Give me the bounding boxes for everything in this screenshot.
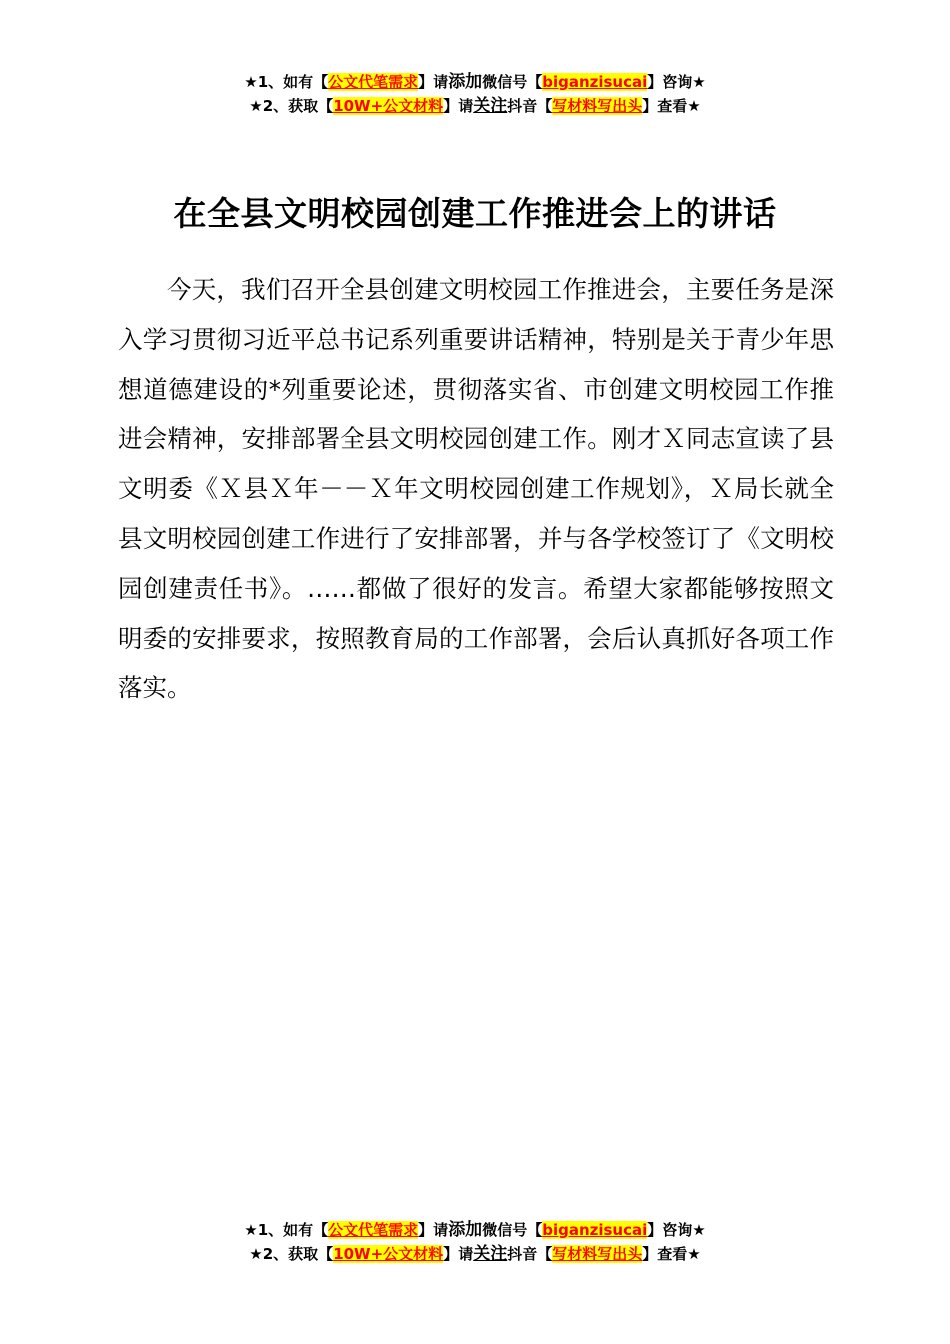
- ad-text: ★1、如有【: [244, 1221, 329, 1239]
- ad-text: ★2、获取【: [249, 97, 334, 115]
- footer-ad-line-2: [0, 1242, 950, 1266]
- header-ad-line-1: [0, 70, 950, 94]
- header-ad-banner: [0, 70, 950, 118]
- ad-text: 】请: [443, 1245, 474, 1263]
- ad-highlight-materials: 10W+公文材料: [333, 97, 444, 115]
- ad-emphasis: 添加: [448, 72, 483, 92]
- document-paragraph: 今天，我们召开全县创建文明校园工作推进会，主要任务是深入学习贯彻习近平总书记系列重要讲话精神，特别是关于青少年思想道德建设的*列重要论述，贯彻落实省、市创建文明校园工作推进会精神，安排部署全县文明校园创建工作。刚才Ｘ同志宣读了县文明委《Ｘ县Ｘ年－－Ｘ年文明校园创建工作规划》，Ｘ局长就全县文明校园创建工作进行了安排部署，并与各学校签订了《文明校园创建责任书》。……都做了很好的发言。希望大家都能够按照文明委的安排要求，按照教育局的工作部署，会后认真抓好各项工作落实。: [118, 275, 834, 703]
- ad-text: 】请: [418, 1221, 449, 1239]
- ad-text: 抖音【: [507, 97, 553, 115]
- ad-emphasis: 关注: [473, 96, 508, 116]
- ad-highlight-douyin-id: 写材料写出头: [552, 97, 643, 115]
- ad-text: 微信号【: [482, 1221, 543, 1239]
- ad-text: 】查看★: [642, 97, 701, 115]
- ad-highlight-wechat-id: biganzisucai: [542, 1221, 648, 1239]
- ad-text: ★1、如有【: [244, 73, 329, 91]
- ad-text: 】请: [418, 73, 449, 91]
- ad-text: 】咨询★: [647, 73, 706, 91]
- ad-highlight-douyin-id: 写材料写出头: [552, 1245, 643, 1263]
- ad-text: 】请: [443, 97, 474, 115]
- ad-highlight-service: 公文代笔需求: [328, 73, 419, 91]
- footer-ad-banner: [0, 1218, 950, 1266]
- ad-highlight-wechat-id: biganzisucai: [542, 73, 648, 91]
- ad-text: 】咨询★: [647, 1221, 706, 1239]
- ad-emphasis: 关注: [473, 1244, 508, 1264]
- ad-text: 抖音【: [507, 1245, 553, 1263]
- header-ad-line-2: [0, 94, 950, 118]
- ad-emphasis: 添加: [448, 1220, 483, 1240]
- footer-ad-line-1: [0, 1218, 950, 1242]
- ad-text: 】查看★: [642, 1245, 701, 1263]
- ad-highlight-materials: 10W+公文材料: [333, 1245, 444, 1263]
- ad-highlight-service: 公文代笔需求: [328, 1221, 419, 1239]
- document-title: 在全县文明校园创建工作推进会上的讲话: [173, 194, 777, 233]
- ad-text: 微信号【: [482, 73, 543, 91]
- ad-text: ★2、获取【: [249, 1245, 334, 1263]
